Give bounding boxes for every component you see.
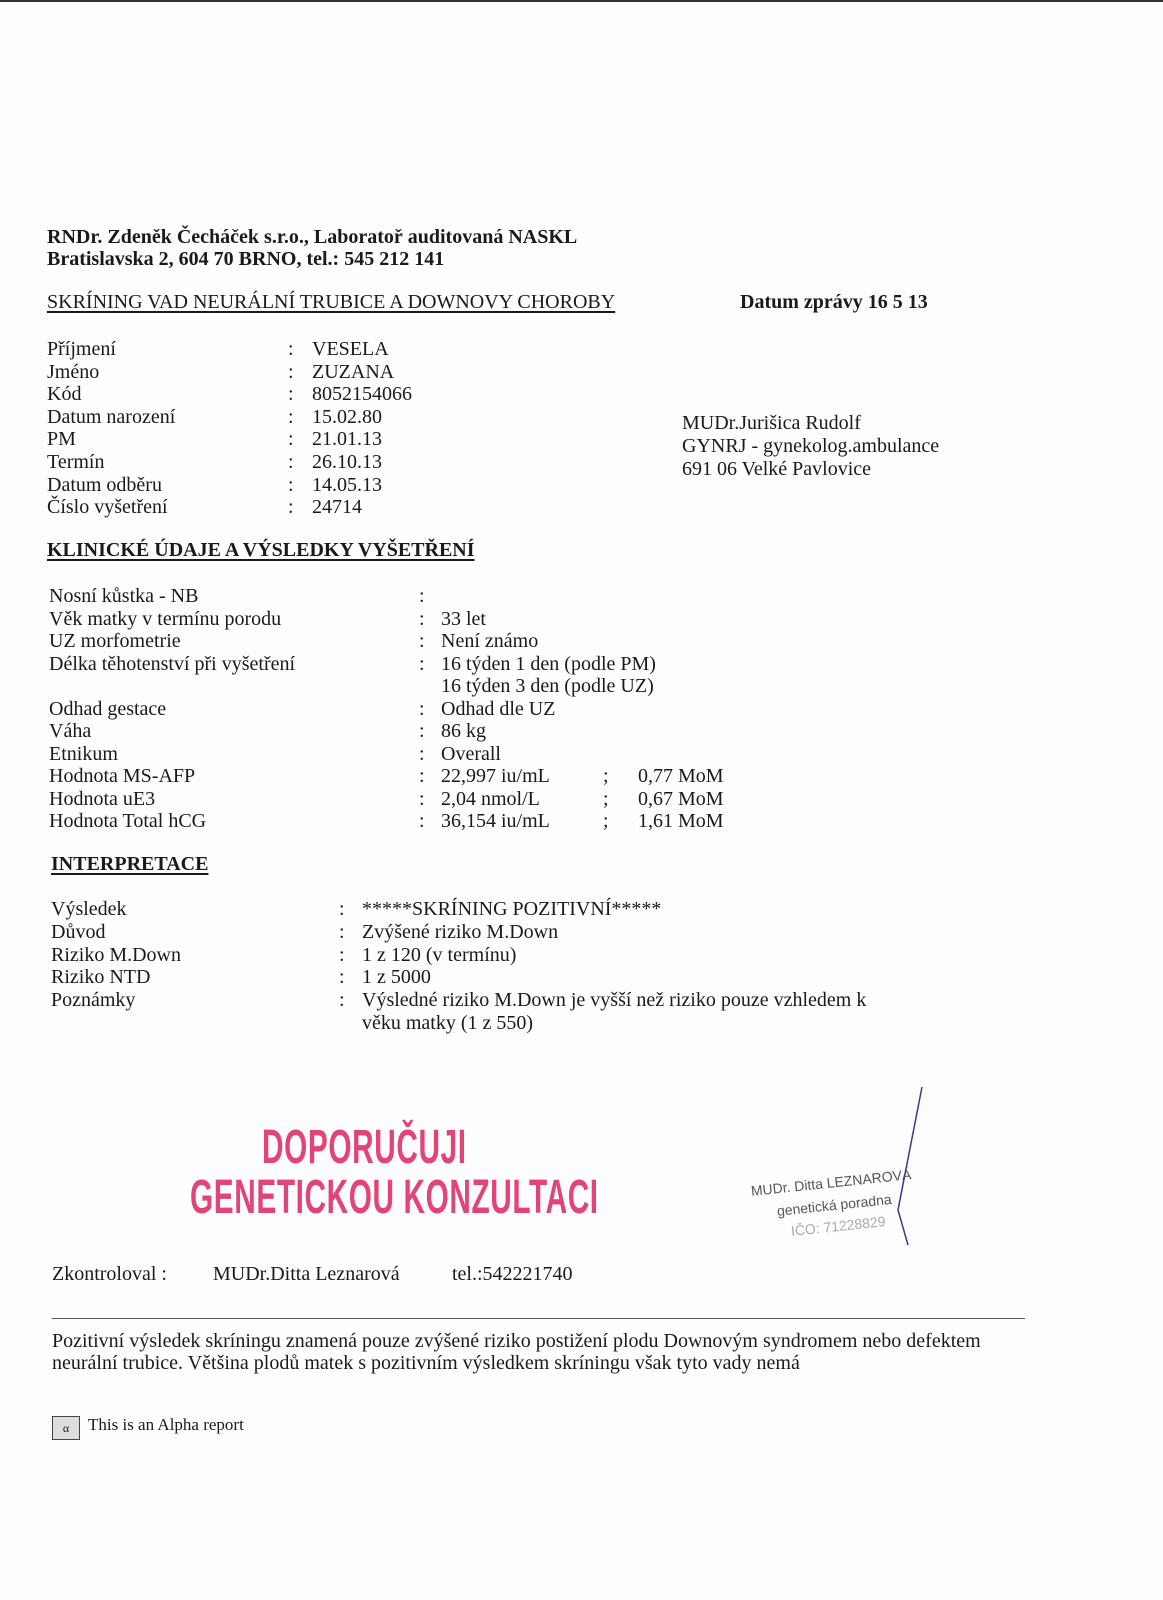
field-label: Délka těhotenství při vyšetření	[49, 652, 296, 675]
field-label: Věk matky v termínu porodu	[49, 607, 282, 630]
checked-name: MUDr.Ditta Leznarová	[213, 1263, 400, 1285]
mom-value: 0,77 MoM	[638, 765, 724, 787]
field-value: ZUZANA	[312, 360, 395, 383]
mom-value: 1,61 MoM	[638, 810, 724, 832]
stamp-line: DOPORUČUJI	[262, 1121, 467, 1174]
field-label: Číslo vyšetření	[47, 496, 168, 519]
field-label: Riziko NTD	[51, 966, 151, 989]
clinical-title: KLINICKÉ ÚDAJE A VÝSLEDKY VYŠETŘENÍ	[47, 539, 475, 561]
colon: :	[419, 630, 425, 652]
lab-name: RNDr. Zdeněk Čecháček s.r.o., Laboratoř auditovaná NASKL	[47, 226, 578, 248]
colon: :	[419, 810, 425, 832]
signature-line: genetická poradna	[776, 1190, 893, 1219]
lab-address: Bratislavska 2, 604 70 BRNO, tel.: 545 212 141	[47, 248, 445, 270]
field-value: Výsledné riziko M.Down je vyšší než riziko pouze vzhledem k	[362, 989, 867, 1012]
checked-label: Zkontroloval :	[52, 1263, 167, 1285]
report-date: Datum zprávy 16 5 13	[740, 291, 928, 313]
field-label: Jméno	[47, 360, 100, 383]
field-label: Datum narození	[47, 405, 176, 428]
colon: :	[288, 428, 294, 451]
footer-note: Pozitivní výsledek skríningu znamená pouze zvýšené riziko postižení plodu Downovým syndromem nebo defektem neurální trubice. Většina plodů matek s pozitivním výsledkem skríningu však tyto vady nemá	[52, 1330, 981, 1374]
colon: :	[419, 585, 425, 607]
colon: :	[419, 720, 425, 742]
field-value: 16 týden 1 den (podle PM)	[441, 652, 656, 675]
field-value: Odhad dle UZ	[441, 697, 556, 720]
report-title: SKRÍNING VAD NEURÁLNÍ TRUBICE A DOWNOVY CHOROBY	[47, 291, 616, 313]
colon: :	[288, 360, 294, 383]
field-label: Etnikum	[49, 742, 118, 765]
colon: :	[288, 405, 294, 428]
field-label: Hodnota MS-AFP	[49, 765, 196, 787]
colon: :	[288, 383, 294, 406]
field-value: 24714	[312, 496, 362, 519]
field-value: *****SKRÍNING POZITIVNÍ*****	[362, 898, 662, 920]
field-value: 1 z 5000	[362, 966, 431, 989]
field-value: Overall	[441, 742, 501, 765]
colon: :	[288, 473, 294, 496]
field-label: Nosní kůstka - NB	[49, 585, 199, 607]
separator: ;	[603, 765, 609, 787]
field-label: Datum odběru	[47, 473, 162, 496]
alpha-report-text: This is an Alpha report	[88, 1415, 244, 1434]
colon: :	[419, 652, 425, 675]
divider	[52, 1318, 1025, 1319]
interpretation-title: INTERPRETACE	[51, 853, 209, 875]
field-label: Hodnota uE3	[49, 787, 156, 810]
colon: :	[288, 496, 294, 519]
field-label: Riziko M.Down	[51, 943, 181, 966]
stamp-line: GENETICKOU KONZULTACI	[190, 1171, 599, 1224]
field-value: 8052154066	[312, 383, 412, 406]
colon: :	[419, 742, 425, 765]
colon: :	[339, 898, 345, 920]
field-value: 14.05.13	[312, 473, 382, 496]
field-label: Příjmení	[47, 338, 116, 360]
separator: ;	[603, 810, 609, 832]
field-value: 33 let	[441, 607, 486, 630]
field-value: 86 kg	[441, 720, 486, 742]
field-label: Výsledek	[51, 898, 127, 920]
mom-value: 0,67 MoM	[638, 787, 724, 810]
colon: :	[419, 697, 425, 720]
signature-line: IČO: 71228829	[790, 1213, 887, 1239]
field-value: 36,154 iu/mL	[441, 810, 550, 832]
colon: :	[288, 451, 294, 473]
field-label: PM	[47, 428, 76, 451]
colon: :	[288, 338, 294, 360]
doctor-line: 691 06 Velké Pavlovice	[682, 458, 872, 480]
handwritten-signature	[890, 1085, 930, 1250]
separator: ;	[603, 787, 609, 810]
field-value: VESELA	[312, 338, 389, 360]
field-value: Není známo	[441, 630, 539, 652]
colon: :	[339, 943, 345, 966]
checked-tel: tel.:542221740	[452, 1263, 573, 1285]
colon: :	[339, 989, 345, 1012]
doctor-line: GYNRJ - gynekolog.ambulance	[682, 435, 940, 457]
field-value: 2,04 nmol/L	[441, 787, 540, 810]
field-label: Termín	[47, 451, 105, 473]
field-label: Důvod	[51, 920, 106, 943]
scan-edge	[0, 0, 1163, 2]
field-value: Zvýšené riziko M.Down	[362, 920, 559, 943]
doctor-line: MUDr.Jurišica Rudolf	[682, 412, 861, 434]
signature-line: MUDr. Ditta LEZNAROVÁ	[750, 1166, 912, 1199]
field-value: 22,997 iu/mL	[441, 765, 550, 787]
field-value: 16 týden 3 den (podle UZ)	[441, 675, 654, 697]
field-label: Odhad gestace	[49, 697, 167, 720]
field-label: Hodnota Total hCG	[49, 810, 207, 832]
field-value: 1 z 120 (v termínu)	[362, 943, 517, 966]
field-label: Kód	[47, 383, 82, 406]
field-value: 21.01.13	[312, 428, 382, 451]
field-value: 15.02.80	[312, 405, 382, 428]
colon: :	[419, 787, 425, 810]
colon: :	[419, 607, 425, 630]
colon: :	[419, 765, 425, 787]
alpha-logo-icon: α	[52, 1416, 80, 1440]
field-label: UZ morfometrie	[49, 630, 181, 652]
field-label: Poznámky	[51, 989, 136, 1012]
field-label: Váha	[49, 720, 92, 742]
field-value: věku matky (1 z 550)	[362, 1012, 534, 1034]
colon: :	[339, 920, 345, 943]
colon: :	[339, 966, 345, 989]
field-value: 26.10.13	[312, 451, 382, 473]
